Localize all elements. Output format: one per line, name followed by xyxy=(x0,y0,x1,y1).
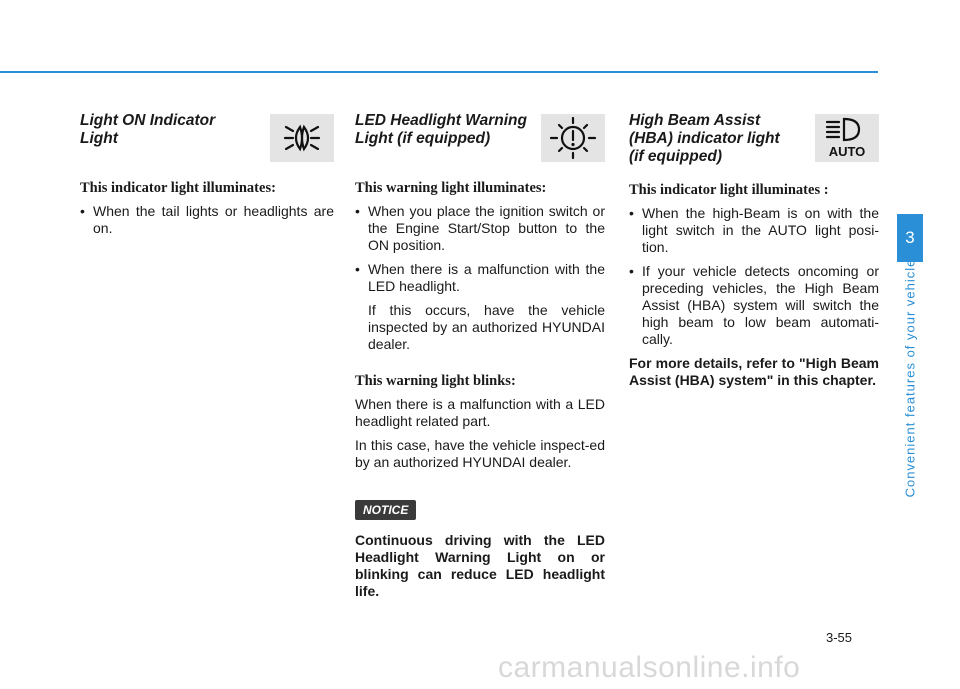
section-header xyxy=(355,112,605,164)
watermark: carmanualsonline.info xyxy=(498,651,801,684)
column-high-beam-assist xyxy=(629,112,879,396)
section-heading: LED Headlight Warning Light (if equipped) xyxy=(355,112,527,147)
subheading: This warning light illuminates: xyxy=(355,180,547,196)
led-headlight-warning-icon xyxy=(541,114,605,162)
header-rule xyxy=(0,71,878,73)
paragraph: In this case, have the vehicle inspect-ed by an authorized HYUNDAI dealer. xyxy=(355,437,605,470)
notice-badge: NOTICE xyxy=(355,500,416,520)
auto-icon-label: AUTO xyxy=(828,144,866,159)
subheading: This warning light blinks: xyxy=(355,373,516,389)
bullet-list xyxy=(355,203,605,295)
paragraph: When there is a malfunction with a LED headlight related part. xyxy=(355,396,605,429)
notice-text: Continuous driving with the LED Headlight Warning Light on or blinking can reduce LED headlight life. xyxy=(355,532,605,599)
column-light-on-indicator xyxy=(80,112,334,244)
high-beam-assist-auto-icon xyxy=(815,114,879,162)
section-heading: Light ON Indicator Light xyxy=(80,112,216,147)
list-item: • When the high-Beam is on with the light switch in the AUTO light posi-tion. xyxy=(629,205,879,256)
chapter-title: Convenient features of your vehicle xyxy=(902,258,918,498)
light-on-indicator-icon xyxy=(270,114,334,162)
content-blocks xyxy=(629,182,879,389)
content-blocks xyxy=(80,180,334,237)
list-item: • When the tail lights or headlights are on. xyxy=(80,203,334,237)
subheading: This indicator light illuminates: xyxy=(80,180,276,196)
indented-paragraph: If this occurs, have the vehicle inspected by an authorized HYUNDAI dealer. xyxy=(368,302,605,352)
bullet-list xyxy=(80,203,334,237)
section-header xyxy=(80,112,334,164)
section-header xyxy=(629,112,879,166)
page-number: 3-55 xyxy=(826,630,853,645)
reference-text: For more details, refer to "High Beam Assist (HBA) system" in this chapter. xyxy=(629,355,879,388)
list-item: • If your vehicle detects oncoming or preceding vehicles, the High Beam Assist (HBA) system will switch the high beam to low beam automati-cally. xyxy=(629,263,879,348)
bullet-list xyxy=(629,205,879,348)
subheading: This indicator light illuminates : xyxy=(629,182,829,198)
column-led-headlight-warning xyxy=(355,112,605,607)
content-blocks xyxy=(355,180,605,600)
chapter-tab: 3 xyxy=(897,214,923,262)
list-item: • When there is a malfunction with the LED headlight. xyxy=(355,261,605,295)
list-item: • When you place the ignition switch or the Engine Start/Stop button to the ON position. xyxy=(355,203,605,254)
section-heading: High Beam Assist (HBA) indicator light (if equipped) xyxy=(629,112,780,165)
